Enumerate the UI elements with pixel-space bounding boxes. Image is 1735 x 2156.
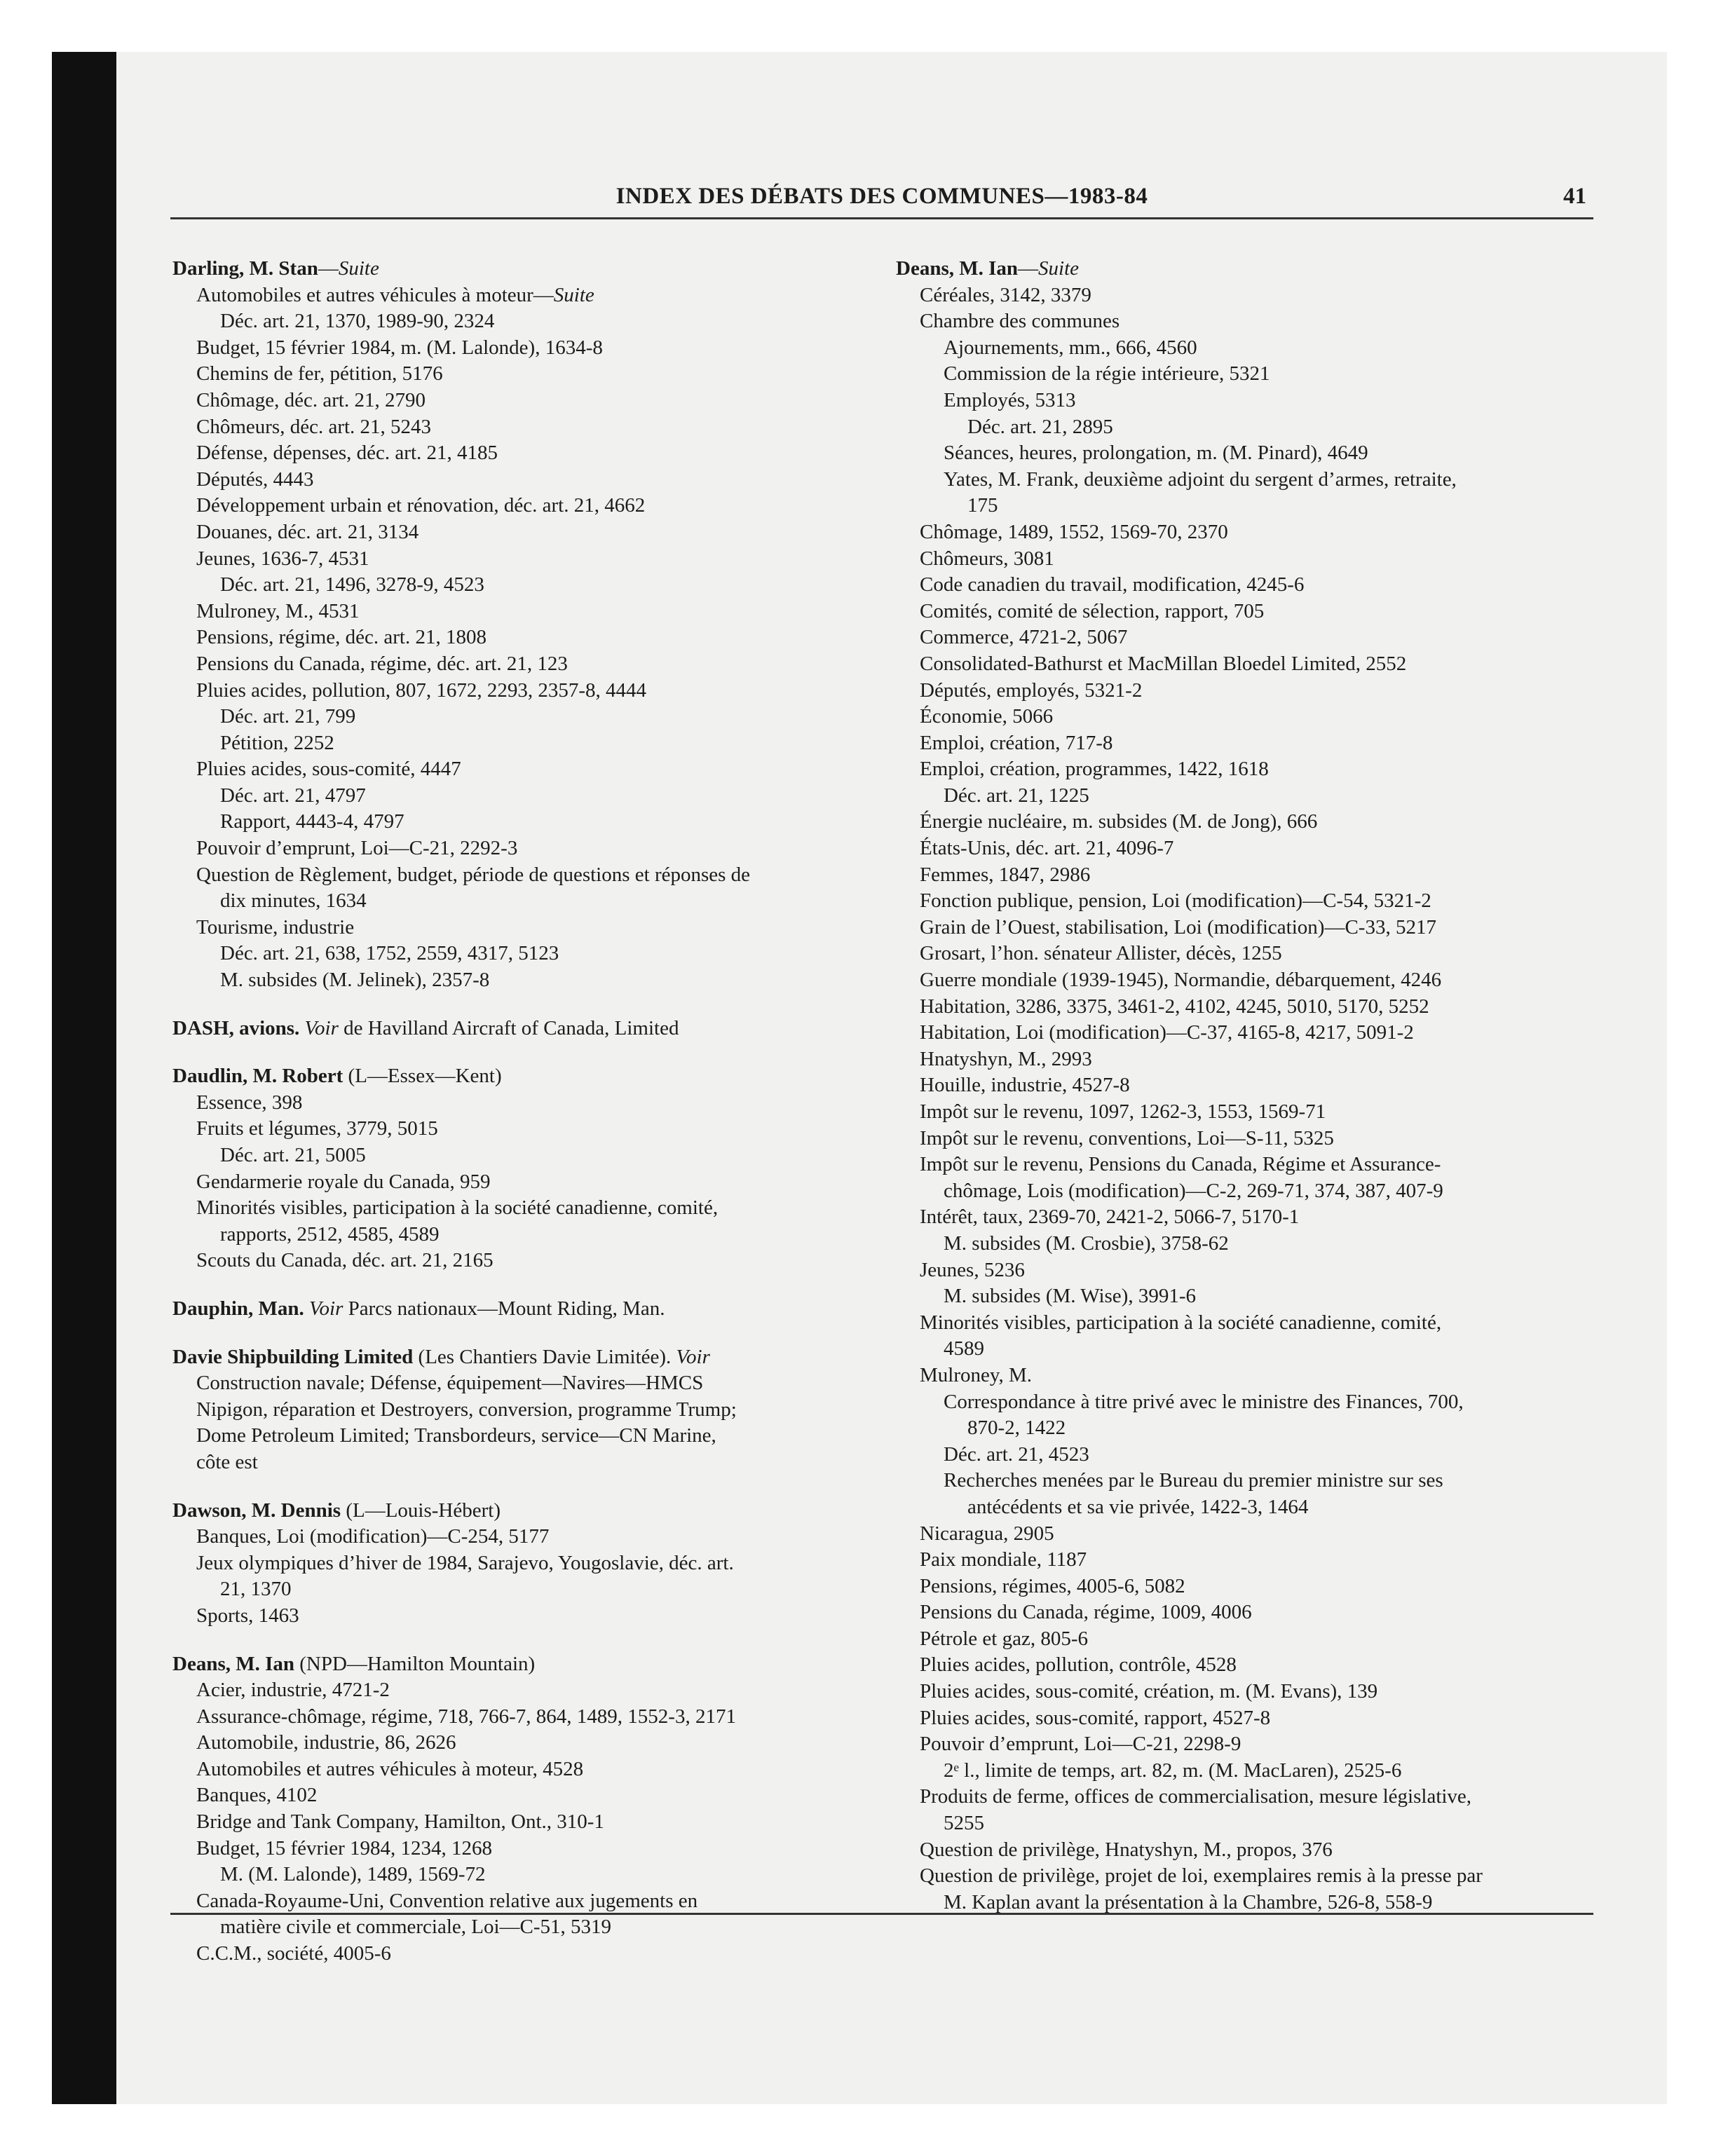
entry-text: Développement urbain et rénovation, déc. art. 21, 4662 [196,494,646,517]
entry-text: Mulroney, M. [920,1363,1033,1386]
entry-text: Bridge and Tank Company, Hamilton, Ont., 310-1 [196,1810,604,1834]
index-subentry-line [896,888,1611,915]
entry-text: Yates, M. Frank, deuxième adjoint du sergent d’armes, retraite, [944,468,1457,491]
entry-text: Pluies acides, sous-comité, 4447 [196,758,461,781]
index-subentry-line [896,1784,1611,1810]
italic-term: Suite [1038,257,1080,280]
entry-text: Employés, 5313 [944,388,1076,411]
index-subentry-line [896,308,1611,335]
index-subentry-line [172,678,859,704]
entry-text: Impôt sur le revenu, conventions, Loi—S-11, 5325 [920,1126,1334,1149]
index-subentry-line [896,1731,1611,1758]
index-subentry-line [172,1603,859,1630]
entry-text: Minorités visibles, participation à la société canadienne, comité, [196,1196,719,1220]
entry-text: Commerce, 4721-2, 5067 [920,626,1128,649]
entry-text: Pétition, 2252 [220,731,334,754]
entry-text: dix minutes, 1634 [220,889,367,913]
entry-text: Mulroney, M., 4531 [196,599,360,622]
index-subentry-line [172,1116,859,1142]
index-subentry-line [896,1810,1611,1837]
entry-text: M. subsides (M. Crosbie), 3758-62 [944,1231,1229,1255]
index-subentry-line [896,1310,1611,1337]
index-entry [172,1498,859,1630]
index-subentry-line [896,1863,1611,1890]
entry-text: 21, 1370 [220,1578,292,1601]
entry-text: Parcs nationaux—Mount Riding, Man. [343,1297,665,1320]
entry-text: 2ᵉ l., limite de temps, art. 82, m. (M. MacLaren), 2525-6 [944,1759,1402,1782]
entry-text: Céréales, 3142, 3379 [920,283,1091,306]
index-heading-line [172,1296,859,1323]
index-heading-line [172,1498,859,1524]
entry-name: DASH, avions. [172,1016,300,1039]
index-subentry-line [896,1442,1611,1468]
entry-name: Darling, M. Stan [172,257,318,280]
index-subentry-line [896,1890,1611,1916]
entry-text: Pouvoir d’emprunt, Loi—C-21, 2298-9 [920,1733,1241,1756]
index-subentry-line [896,1468,1611,1494]
index-subentry-line [172,335,859,362]
index-subentry-line [896,1178,1611,1205]
entry-text: Jeunes, 1636-7, 4531 [196,547,369,570]
index-subentry-line [896,1521,1611,1548]
entry-name: Deans, M. Ian [172,1652,295,1675]
italic-term: Suite [338,257,379,280]
entry-text: Acier, industrie, 4721-2 [196,1679,390,1702]
index-subentry-line [896,1705,1611,1732]
index-subentry-line [896,493,1611,519]
entry-text: Chômeurs, déc. art. 21, 5243 [196,415,432,438]
index-subentry-line [172,862,859,889]
entry-text: Impôt sur le revenu, Pensions du Canada, Régime et Assurance- [920,1153,1441,1176]
page-number: 41 [1563,184,1586,209]
index-heading-line [896,256,1611,282]
index-subentry-line [172,1142,859,1169]
index-subentry-line [172,1090,859,1117]
index-subentry-line [896,994,1611,1021]
entry-text: Emploi, création, programmes, 1422, 1618 [920,758,1269,781]
entry-text: Grain de l’Ouest, stabilisation, Loi (modification)—C-33, 5217 [920,915,1436,939]
entry-text: Intérêt, taux, 2369-70, 2421-2, 5066-7, 5170-1 [920,1206,1300,1229]
entry-text: Banques, Loi (modification)—C-254, 5177 [196,1525,550,1548]
italic-term: Voir [676,1345,710,1368]
index-subentry-line [896,440,1611,467]
index-entry [172,1296,859,1323]
entry-text: Nicaragua, 2905 [920,1522,1054,1545]
entry-text: (Les Chantiers Davie Limitée). [413,1345,676,1368]
entry-text: rapports, 2512, 4585, 4589 [220,1222,440,1246]
entry-text: Chômeurs, 3081 [920,547,1054,570]
index-subentry-line [172,1862,859,1888]
index-subentry-line [896,625,1611,651]
index-subentry-line [172,1914,859,1941]
index-subentry-line [896,572,1611,599]
entry-text: C.C.M., société, 4005-6 [196,1942,391,1965]
entry-text: Députés, 4443 [196,468,314,491]
entry-text: Pluies acides, sous-comité, rapport, 4527-8 [920,1706,1271,1729]
index-subentry-line [172,1756,859,1783]
index-subentry-line [896,678,1611,704]
entry-text: Tourisme, industrie [196,915,355,939]
entry-text: Déc. art. 21, 2895 [967,415,1113,438]
entry-text: Scouts du Canada, déc. art. 21, 2165 [196,1249,494,1272]
index-subentry-line [172,835,859,862]
index-subentry-line [896,388,1611,414]
index-subentry-line [172,651,859,678]
entry-text: Paix mondiale, 1187 [920,1548,1087,1571]
entry-text: Pensions du Canada, régime, déc. art. 21, 123 [196,652,568,675]
entry-text: (L—Essex—Kent) [343,1065,502,1088]
index-subentry-line [172,1524,859,1550]
index-subentry-line [896,546,1611,573]
index-subentry-line [896,835,1611,862]
entry-text: Construction navale; Défense, équipement—Navires—HMCS [196,1372,704,1395]
entry-text: Sports, 1463 [196,1604,299,1627]
index-subentry-line [896,414,1611,441]
entry-text: Défense, dépenses, déc. art. 21, 4185 [196,442,498,465]
entry-name: Dauphin, Man. [172,1297,304,1320]
italic-term: Voir [304,1016,339,1039]
index-subentry-line [172,1169,859,1196]
entry-text: Question de Règlement, budget, période de questions et réponses de [196,863,751,886]
index-entry [172,256,859,994]
index-subentry-line [172,282,859,309]
index-subentry-line [172,361,859,388]
entry-text: Chômage, 1489, 1552, 1569-70, 2370 [920,520,1228,543]
index-heading-line [172,1016,859,1042]
index-subentry-line [896,967,1611,994]
index-subentry-line [896,1415,1611,1442]
index-subentry-line [896,1204,1611,1231]
entry-text: Guerre mondiale (1939-1945), Normandie, débarquement, 4246 [920,969,1442,992]
entry-text: Correspondance à titre privé avec le ministre des Finances, 700, [944,1390,1464,1413]
entry-text: Déc. art. 21, 1225 [944,784,1089,807]
index-subentry-line [896,915,1611,941]
entry-text: Déc. art. 21, 4797 [220,784,366,807]
index-column-right [896,256,1611,1916]
entry-text: Produits de ferme, offices de commercialisation, mesure législative, [920,1785,1472,1808]
entry-text: Pouvoir d’emprunt, Loi—C-21, 2292-3 [196,837,518,860]
index-subentry-line [896,1547,1611,1574]
index-subentry-line [172,467,859,493]
index-subentry-line [896,651,1611,678]
index-subentry-line [172,888,859,915]
entry-text: 175 [967,494,998,517]
index-subentry-line [896,1336,1611,1363]
index-subentry-line [896,1152,1611,1178]
index-subentry-line [172,1809,859,1836]
entry-text: chômage, Lois (modification)—C-2, 269-71, 374, 387, 407-9 [944,1179,1443,1202]
index-subentry-line [896,1389,1611,1416]
index-subentry-line [896,1494,1611,1521]
entry-text: Automobiles et autres véhicules à moteur— [196,283,554,306]
entry-text: Pétrole et gaz, 805-6 [920,1627,1088,1650]
index-subentry-line [896,1679,1611,1705]
index-subentry-line [172,1677,859,1704]
entry-text: 870-2, 1422 [967,1417,1066,1440]
entry-text: Impôt sur le revenu, 1097, 1262-3, 1553, 1569-71 [920,1100,1326,1123]
index-subentry-line [172,1730,859,1756]
entry-text: Canada-Royaume-Uni, Convention relative aux jugements en [196,1889,698,1912]
entry-text: M. subsides (M. Jelinek), 2357-8 [220,969,490,992]
entry-text: États-Unis, déc. art. 21, 4096-7 [920,837,1174,860]
index-subentry-line [172,1449,859,1476]
index-subentry-line [172,915,859,941]
index-subentry-line [172,1222,859,1248]
index-subentry-line [896,1837,1611,1864]
index-subentry-line [896,756,1611,783]
entry-text: Pensions du Canada, régime, 1009, 4006 [920,1601,1252,1624]
entry-text: Nipigon, réparation et Destroyers, conversion, programme Trump; [196,1398,737,1421]
index-entry [172,1063,859,1274]
entry-text: Budget, 15 février 1984, 1234, 1268 [196,1836,493,1860]
index-subentry-line [172,519,859,546]
index-subentry-line [172,1782,859,1809]
index-subentry-line [896,1231,1611,1257]
entry-text: Grosart, l’hon. sénateur Allister, décès, 1255 [920,942,1282,965]
index-subentry-line [172,308,859,335]
index-subentry-line [172,493,859,519]
entry-text: Question de privilège, projet de loi, exemplaires remis à la presse par [920,1864,1483,1888]
index-subentry-line [172,1576,859,1603]
index-subentry-line [172,625,859,651]
index-subentry-line [172,1423,859,1449]
entry-text: Jeux olympiques d’hiver de 1984, Sarajevo, Yougoslavie, déc. art. [196,1551,734,1574]
entry-text: Consolidated-Bathurst et MacMillan Bloedel Limited, 2552 [920,652,1407,675]
entry-text: de Havilland Aircraft of Canada, Limited [338,1016,679,1039]
index-entry [172,1651,859,1967]
entry-text: M. Kaplan avant la présentation à la Chambre, 526-8, 558-9 [944,1890,1433,1913]
entry-text: Fonction publique, pension, Loi (modification)—C-54, 5321-2 [920,889,1431,913]
entry-text: Jeunes, 5236 [920,1258,1025,1281]
entry-text: Commission de la régie intérieure, 5321 [944,362,1270,386]
entry-text: Déc. art. 21, 1370, 1989-90, 2324 [220,310,495,333]
entry-name: Dawson, M. Dennis [172,1499,341,1522]
entry-text: Députés, employés, 5321-2 [920,678,1143,702]
index-subentry-line [172,967,859,994]
entry-text: Chômage, déc. art. 21, 2790 [196,388,426,411]
entry-text: Ajournements, mm., 666, 4560 [944,336,1197,359]
entry-text: Code canadien du travail, modification, 4245-6 [920,573,1305,596]
entry-text: 5255 [944,1812,984,1835]
index-subentry-line [896,1099,1611,1126]
entry-text [299,1017,304,1039]
index-subentry-line [172,704,859,730]
entry-text: Minorités visibles, participation à la société canadienne, comité, [920,1311,1442,1334]
entry-text: Rapport, 4443-4, 4797 [220,810,404,833]
entry-text: Fruits et légumes, 3779, 5015 [196,1117,438,1140]
index-subentry-line [172,1248,859,1274]
entry-text: Gendarmerie royale du Canada, 959 [196,1170,491,1193]
entry-text: Budget, 15 février 1984, m. (M. Lalonde), 1634-8 [196,336,603,359]
index-subentry-line [172,572,859,599]
entry-text: Essence, 398 [196,1091,303,1114]
index-subentry-line [896,862,1611,889]
index-subentry-line [896,730,1611,757]
entry-text: Pluies acides, pollution, 807, 1672, 2293, 2357-8, 4444 [196,678,646,702]
index-heading-line [172,1344,859,1371]
index-subentry-line [172,756,859,783]
entry-name: Deans, M. Ian [896,257,1019,280]
index-heading-line [172,256,859,282]
index-subentry-line [172,783,859,810]
index-subentry-line [896,704,1611,730]
entry-text: — [318,257,339,280]
entry-text: antécédents et sa vie privée, 1422-3, 1464 [967,1495,1309,1518]
index-subentry-line [172,388,859,414]
page-title: INDEX DES DÉBATS DES COMMUNES—1983-84 [615,184,1148,209]
bottom-rule [170,1913,1593,1915]
index-subentry-line [896,1652,1611,1679]
index-subentry-line [896,467,1611,493]
index-subentry-line [896,809,1611,835]
index-heading-line [172,1063,859,1090]
entry-text: Recherches menées par le Bureau du premier ministre sur ses [944,1469,1443,1492]
index-subentry-line [172,941,859,967]
index-entry [172,1016,859,1042]
entry-text: matière civile et commerciale, Loi—C-51, 5319 [220,1916,612,1939]
entry-text: Économie, 5066 [920,705,1054,728]
index-subentry-line [172,1195,859,1222]
index-entry [896,256,1611,1916]
index-subentry-line [896,335,1611,362]
entry-text: Dome Petroleum Limited; Transbordeurs, service—CN Marine, [196,1424,716,1447]
index-subentry-line [172,1397,859,1424]
entry-name: Daudlin, M. Robert [172,1065,343,1088]
index-subentry-line [896,361,1611,388]
index-subentry-line [896,599,1611,625]
entry-text: Femmes, 1847, 2986 [920,863,1091,886]
index-subentry-line [896,519,1611,546]
index-subentry-line [172,1370,859,1397]
entry-text: M. subsides (M. Wise), 3991-6 [944,1285,1196,1308]
entry-text: Déc. art. 21, 5005 [220,1144,366,1166]
index-subentry-line [172,809,859,835]
entry-text: Chemins de fer, pétition, 5176 [196,362,443,386]
index-subentry-line [896,1257,1611,1284]
entry-text: Question de privilège, Hnatyshyn, M., propos, 376 [920,1838,1333,1861]
entry-text: Pensions, régime, déc. art. 21, 1808 [196,626,487,649]
entry-text: (L—Louis-Hébert) [341,1499,501,1522]
entry-text: Chambre des communes [920,310,1120,333]
entry-text: Déc. art. 21, 638, 1752, 2559, 4317, 5123 [220,942,559,965]
index-subentry-line [172,546,859,573]
index-subentry-line [896,783,1611,810]
index-subentry-line [896,1072,1611,1099]
italic-term: Voir [309,1297,343,1320]
entry-text: Séances, heures, prolongation, m. (M. Pinard), 4649 [944,442,1368,465]
index-subentry-line [896,1046,1611,1073]
index-subentry-line [172,1836,859,1862]
entry-text: Emploi, création, 717-8 [920,731,1113,754]
index-subentry-line [172,1888,859,1915]
entry-text: Habitation, 3286, 3375, 3461-2, 4102, 4245, 5010, 5170, 5252 [920,995,1429,1018]
entry-text: (NPD—Hamilton Mountain) [294,1652,536,1675]
index-subentry-line [896,1626,1611,1653]
index-subentry-line [172,1941,859,1967]
index-subentry-line [172,730,859,757]
index-subentry-line [896,1599,1611,1626]
italic-term: Suite [553,283,594,306]
index-subentry-line [896,282,1611,309]
index-subentry-line [896,1363,1611,1389]
index-subentry-line [896,1126,1611,1152]
scan-edge-bar [52,52,116,2104]
index-subentry-line [172,440,859,467]
index-entry [172,1344,859,1476]
entry-text: — [1018,257,1039,280]
entry-text [304,1297,309,1320]
index-subentry-line [896,1283,1611,1310]
entry-text: Houille, industrie, 4527-8 [920,1074,1130,1097]
entry-text: côte est [196,1450,258,1473]
index-subentry-line [172,1550,859,1577]
entry-text: Comités, comité de sélection, rapport, 705 [920,599,1265,622]
index-subentry-line [172,599,859,625]
index-subentry-line [172,414,859,441]
entry-text: Déc. art. 21, 4523 [944,1442,1089,1466]
entry-text: Assurance-chômage, régime, 718, 766-7, 864, 1489, 1552-3, 2171 [196,1705,736,1728]
entry-text: Pluies acides, sous-comité, création, m. (M. Evans), 139 [920,1680,1378,1703]
index-column-left [172,256,859,1967]
entry-text: Douanes, déc. art. 21, 3134 [196,520,419,543]
entry-text: Habitation, Loi (modification)—C-37, 4165-8, 4217, 5091-2 [920,1021,1414,1044]
entry-name: Davie Shipbuilding Limited [172,1345,414,1368]
entry-text: Hnatyshyn, M., 2993 [920,1047,1092,1070]
entry-text: 4589 [944,1337,984,1360]
entry-text: Déc. art. 21, 1496, 3278-9, 4523 [220,573,484,596]
entry-text: Énergie nucléaire, m. subsides (M. de Jong), 666 [920,810,1318,833]
entry-text: M. (M. Lalonde), 1489, 1569-72 [220,1863,486,1886]
entry-text: Déc. art. 21, 799 [220,705,356,728]
entry-text: Pluies acides, pollution, contrôle, 4528 [920,1653,1237,1677]
index-subentry-line [896,1574,1611,1600]
index-subentry-line [896,1020,1611,1046]
index-heading-line [172,1651,859,1678]
entry-text: Pensions, régimes, 4005-6, 5082 [920,1574,1185,1597]
index-subentry-line [172,1704,859,1731]
entry-text: Automobiles et autres véhicules à moteur, 4528 [196,1757,584,1780]
page-header [170,184,1593,219]
entry-text: Automobile, industrie, 86, 2626 [196,1731,456,1754]
entry-text: Banques, 4102 [196,1784,318,1807]
index-subentry-line [896,1758,1611,1785]
index-subentry-line [896,941,1611,967]
